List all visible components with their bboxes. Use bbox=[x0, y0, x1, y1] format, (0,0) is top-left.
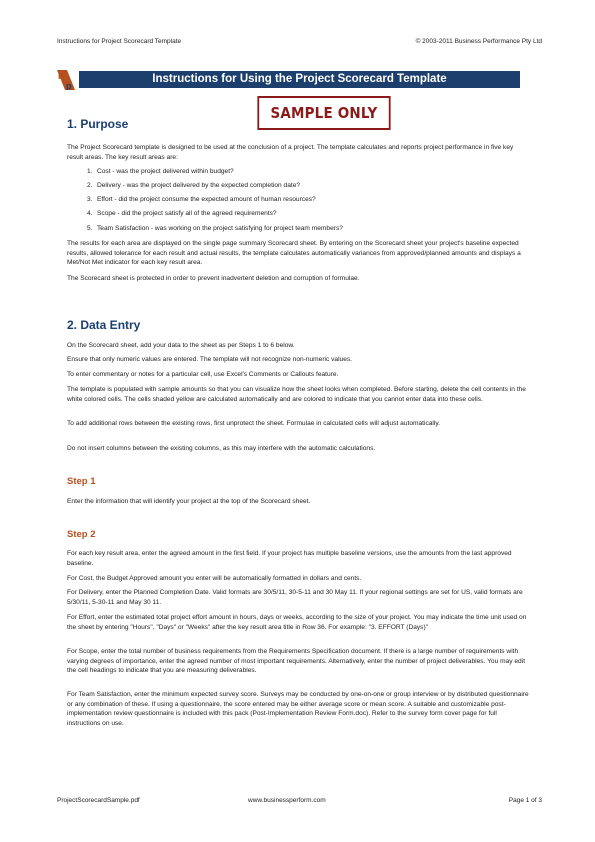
data-entry-paragraph: To enter commentary or notes for a particular cell, use Excel's Comments or Callouts feature. bbox=[67, 371, 339, 378]
footer-website: www.businessperform.com bbox=[248, 797, 326, 804]
step1-text: Enter the information that will identify your project at the top of the Scorecard sheet. bbox=[67, 498, 311, 505]
running-header-copyright: © 2003-2011 Business Performance Pty Ltd bbox=[415, 38, 542, 45]
step2-heading: Step 2 bbox=[67, 529, 96, 540]
page-title-banner: Instructions for Using the Project Scorecard Template bbox=[79, 71, 520, 88]
purpose-intro: The Project Scorecard template is designed to be used at the conclusion of a project. The template calculates and reports project performance in five key result areas. The key result areas are: bbox=[67, 144, 514, 161]
data-entry-paragraph: The template is populated with sample amounts so that you can visualize how the sheet looks when completed. Before starting, delete the cell contents in the white colored cells. The cells shaded yellow are calculated automatically and are colored to indicate that you cannot enter data into these cells. bbox=[67, 386, 526, 403]
data-entry-paragraph: Do not insert columns between the existing columns, as this may interfere with the automatic calculations. bbox=[67, 445, 376, 452]
step2-paragraph: For Delivery, enter the Planned Completion Date. Valid formats are 30/5/11, 30-5-11 and 30 May 11. If your regional settings are set for US, valid formats are 5/30/11, 5-30-11 and May 30 11. bbox=[67, 589, 523, 606]
list-item: 3. Effort - did the project consume the expected amount of human resources? bbox=[87, 196, 316, 203]
list-item: 1. Cost - was the project delivered within budget? bbox=[87, 168, 234, 175]
purpose-heading: 1. Purpose bbox=[67, 117, 129, 131]
list-item: 4. Scope - did the project satisfy all of the agreed requirements? bbox=[87, 210, 277, 217]
list-item: 2. Delivery - was the project delivered by the expected completion date? bbox=[87, 182, 301, 189]
data-entry-paragraph: To add additional rows between the existing rows, first unprotect the sheet. Formulae in calculated cells will adjust automatically. bbox=[67, 420, 440, 427]
step2-paragraph: For Scope, enter the total number of business requirements from the Requirements Specification document. If there is a large number of requirements with varying degrees of importance, enter the agreed number of most important requirements. Alternatively, enter the number of project deliverables. You may edit the cell headings to indicate that you are measuring deliverables. bbox=[67, 648, 526, 675]
svg-text:p: p bbox=[66, 81, 72, 90]
company-logo bbox=[57, 70, 75, 90]
data-entry-paragraph: Ensure that only numeric values are entered. The template will not recognize non-numeric values. bbox=[67, 356, 353, 363]
sample-only-stamp: SAMPLE ONLY bbox=[257, 96, 390, 130]
footer-page-number: Page 1 of 3 bbox=[508, 797, 542, 804]
step2-paragraph: For Cost, the Budget Approved amount you enter will be automatically formatted in dollars and cents. bbox=[67, 575, 362, 582]
step2-paragraph: For each key result area, enter the agreed amount in the first field. If your project has multiple baseline versions, use the amounts from the last approved baseline. bbox=[67, 550, 512, 567]
purpose-paragraph: The results for each area are displayed on the single page summary Scorecard sheet. By entering on the Scorecard sheet your project's baseline expected results, allowed tolerance for each result and actual results, the template calculates automatically variances from approved/planned amounts and displays a Met/Not Met indicator for each key result area. bbox=[67, 240, 521, 267]
purpose-paragraph: The Scorecard sheet is protected in order to prevent inadvertent deletion and corruption of formulae. bbox=[67, 275, 360, 282]
footer-filename: ProjectScorecardSample.pdf bbox=[57, 797, 140, 804]
svg-text:b: b bbox=[58, 71, 64, 81]
list-item: 5. Team Satisfaction - was working on the project satisfying for project team members? bbox=[87, 225, 343, 232]
step2-paragraph: For Effort, enter the estimated total project effort amount in hours, days or weeks, according to the size of your project. You may indicate the time unit used on the sheet by entering "Hours", "Days" or "Weeks" after the key result area title in Row 36. For example: "3. EFFORT (Days)" bbox=[67, 614, 527, 631]
data-entry-heading: 2. Data Entry bbox=[67, 318, 141, 332]
data-entry-paragraph: On the Scorecard sheet, add your data to the sheet as per Steps 1 to 6 below. bbox=[67, 342, 295, 349]
step1-heading: Step 1 bbox=[67, 476, 96, 487]
step2-paragraph: For Team Satisfaction, enter the minimum expected survey score. Surveys may be conducted by one-on-one or group interview or by distributed questionnaire or any combination of these. If using a questionnaire, the score entered may be either average score or mean score. A suitable and customizable post-implementation review questionnaire is included with this pack (Post-Implementation Review Form.doc). Refer to the survey form cover page for full instructions on use. bbox=[67, 691, 529, 727]
running-header-title: Instructions for Project Scorecard Template bbox=[57, 38, 182, 45]
